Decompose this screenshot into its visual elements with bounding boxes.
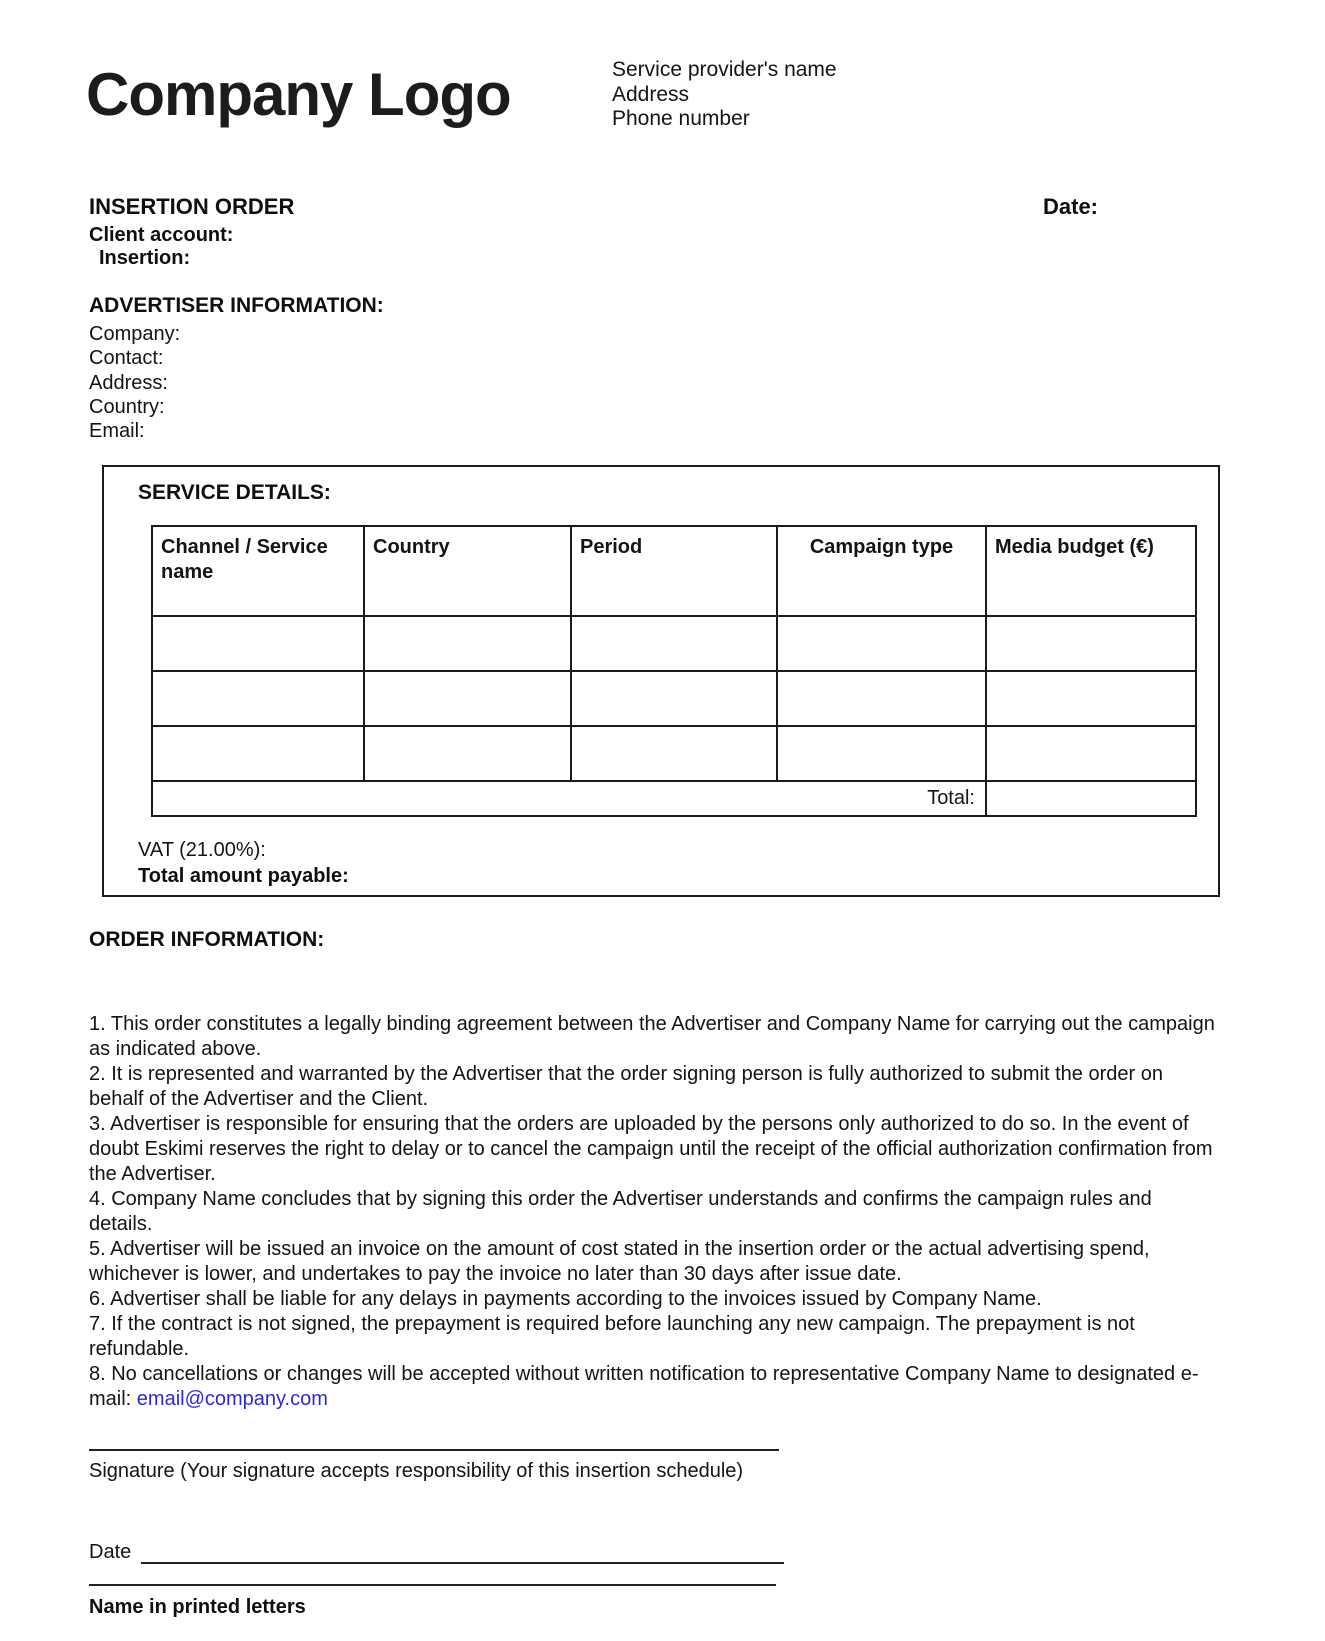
order-term-3: 3. Advertiser is responsible for ensuring that the orders are uploaded by the persons only authorized to do so. In the event of doubt Eskimi reserves the right to delay or to cancel the campaign until the receipt of the official authorization confirmation from the Advertiser. — [89, 1113, 1213, 1185]
col-header-channel-service-name: Channel / Service name — [152, 526, 364, 616]
service-details-title: SERVICE DETAILS: — [138, 481, 331, 504]
service-provider-phone: Phone number — [612, 107, 750, 130]
service-details-box — [102, 465, 1220, 897]
advertiser-information-title: ADVERTISER INFORMATION: — [89, 294, 384, 317]
advertiser-email-label: Email: — [89, 420, 145, 443]
table-row — [152, 616, 1196, 671]
client-account-label: Client account: — [89, 224, 234, 246]
cell-campaign-type-3 — [777, 726, 986, 781]
order-term-2: 2. It is represented and warranted by the Advertiser that the order signing person is fully authorized to submit the order on behalf of the Advertiser and the Client. — [89, 1063, 1163, 1110]
signature-line — [89, 1449, 779, 1451]
total-label: Total: — [152, 781, 986, 816]
document-title: INSERTION ORDER — [89, 194, 295, 219]
order-term-4: 4. Company Name concludes that by signing this order the Advertiser understands and confirms the campaign rules and details. — [89, 1188, 1152, 1235]
table-row — [152, 671, 1196, 726]
cell-period-2 — [571, 671, 777, 726]
order-term-6: 6. Advertiser shall be liable for any delays in payments according to the invoices issued by Company Name. — [89, 1288, 1042, 1310]
col-header-country: Country — [364, 526, 571, 616]
cell-campaign-type-1 — [777, 616, 986, 671]
table-header-row — [152, 526, 1196, 616]
cell-media-budget-3 — [986, 726, 1196, 781]
order-information-terms — [89, 1012, 1219, 1412]
advertiser-fields — [89, 322, 180, 443]
total-value — [986, 781, 1196, 816]
table-total-row — [152, 781, 1196, 816]
date-row — [89, 1538, 784, 1564]
vat-label: VAT (21.00%): — [138, 839, 266, 861]
signature-caption: Signature (Your signature accepts responsibility of this insertion schedule) — [89, 1460, 744, 1482]
cell-country-1 — [364, 616, 571, 671]
cell-country-3 — [364, 726, 571, 781]
cell-channel-3 — [152, 726, 364, 781]
order-term-5: 5. Advertiser will be issued an invoice on the amount of cost stated in the insertion order or the actual advertising spend, whichever is lower, and undertakes to pay the invoice no later than 30 days after issue date. — [89, 1238, 1150, 1285]
cell-period-3 — [571, 726, 777, 781]
cell-media-budget-2 — [986, 671, 1196, 726]
date-label: Date: — [1043, 194, 1099, 219]
order-term-8-text: 8. No cancellations or changes will be accepted without written notification to representative Company Name to designated e-mail: — [89, 1363, 1199, 1410]
service-provider-name: Service provider's name — [612, 58, 837, 81]
order-term-1: 1. This order constitutes a legally binding agreement between the Advertiser and Company Name for carrying out the campaign as indicated above. — [89, 1013, 1215, 1060]
insertion-label: Insertion: — [99, 247, 191, 269]
printed-name-line — [89, 1584, 776, 1586]
col-header-media-budget: Media budget (€) — [986, 526, 1196, 616]
cell-period-1 — [571, 616, 777, 671]
date-line — [141, 1538, 784, 1564]
company-logo: Company Logo — [86, 61, 511, 128]
order-information-title: ORDER INFORMATION: — [89, 928, 325, 951]
cell-media-budget-1 — [986, 616, 1196, 671]
signature-date-label: Date — [89, 1541, 132, 1563]
advertiser-company-label: Company: — [89, 323, 181, 345]
col-header-campaign-type: Campaign type — [777, 526, 986, 616]
printed-name-caption: Name in printed letters — [89, 1596, 306, 1618]
service-details-table — [151, 525, 1197, 817]
cell-campaign-type-2 — [777, 671, 986, 726]
cell-channel-1 — [152, 616, 364, 671]
order-term-8 — [89, 1362, 1219, 1412]
email-link[interactable]: email@company.com — [136, 1388, 328, 1410]
advertiser-contact-label: Contact: — [89, 347, 164, 370]
service-provider-address: Address — [612, 82, 690, 106]
order-term-7: 7. If the contract is not signed, the prepayment is required before launching any new campaign. The prepayment is not refundable. — [89, 1313, 1135, 1360]
advertiser-address-label: Address: — [89, 371, 168, 394]
table-row — [152, 726, 1196, 781]
advertiser-country-label: Country: — [89, 395, 165, 418]
total-amount-payable-label: Total amount payable: — [138, 865, 349, 887]
cell-country-2 — [364, 671, 571, 726]
cell-channel-2 — [152, 671, 364, 726]
col-header-period: Period — [571, 526, 777, 616]
service-provider-block — [612, 58, 837, 132]
